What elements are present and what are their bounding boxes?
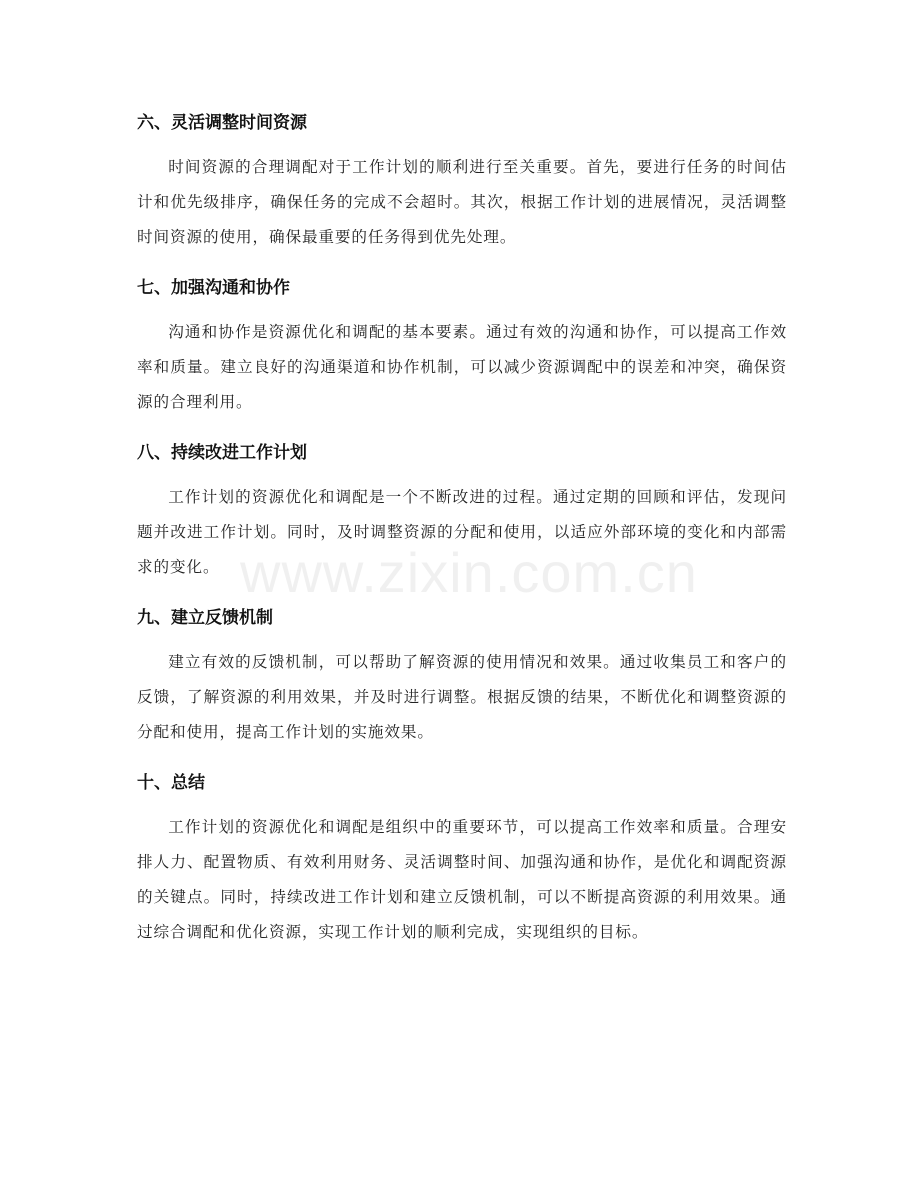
section-body-10: 工作计划的资源优化和调配是组织中的重要环节，可以提高工作效率和质量。合理安排人力、配置物质、有效利用财务、灵活调整时间、加强沟通和协作，是优化和调配资源的关键点。同时，持续改进工作计划和建立反馈机制，可以不断提高资源的利用效果。通过综合调配和优化资源，实现工作计划的顺利完成，实现组织的目标。 [137, 818, 787, 941]
document-content [137, 104, 787, 964]
section-body-6: 时间资源的合理调配对于工作计划的顺利进行至关重要。首先，要进行任务的时间估计和优先级排序，确保任务的完成不会超时。其次，根据工作计划的进展情况，灵活调整时间资源的使用，确保最重要的任务得到优先处理。 [137, 158, 787, 246]
watermark: www.zixin.com.cn [240, 541, 698, 604]
section-body-9: 建立有效的反馈机制，可以帮助了解资源的使用情况和效果。通过收集员工和客户的反馈，了解资源的利用效果，并及时进行调整。根据反馈的结果，不断优化和调整资源的分配和使用，提高工作计划的实施效果。 [137, 653, 787, 741]
section-title-10: 十、总结 [137, 773, 205, 793]
section-title-7: 七、加强沟通和协作 [137, 278, 290, 298]
section-title-6: 六、灵活调整时间资源 [137, 113, 307, 133]
section-body-8: 工作计划的资源优化和调配是一个不断改进的过程。通过定期的回顾和评估，发现问题并改进工作计划。同时，及时调整资源的分配和使用，以适应外部环境的变化和内部需求的变化。 [137, 488, 787, 576]
section-body-7: 沟通和协作是资源优化和调配的基本要素。通过有效的沟通和协作，可以提高工作效率和质量。建立良好的沟通渠道和协作机制，可以减少资源调配中的误差和冲突，确保资源的合理利用。 [137, 323, 787, 411]
section-title-8: 八、持续改进工作计划 [137, 443, 307, 463]
section-title-9: 九、建立反馈机制 [137, 608, 273, 628]
